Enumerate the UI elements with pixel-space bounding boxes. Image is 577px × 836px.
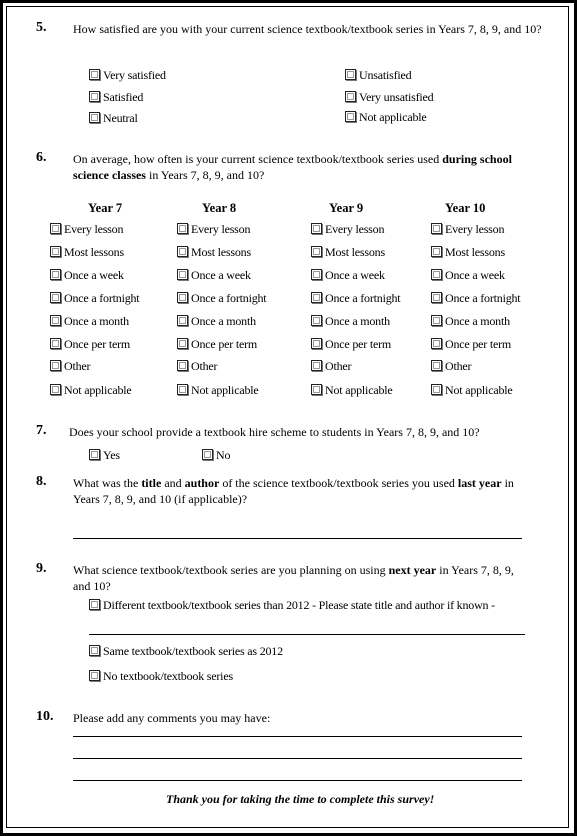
checkbox-icon[interactable] xyxy=(431,292,442,303)
q6-option-year7-3[interactable]: Once a week xyxy=(50,268,124,282)
q6-header-year7: Year 7 xyxy=(88,201,123,215)
checkbox-icon[interactable] xyxy=(89,91,100,102)
q6-option-year10-4[interactable]: Once a fortnight xyxy=(431,291,520,305)
q5-option-satisfied[interactable]: Satisfied xyxy=(89,90,143,104)
checkbox-icon[interactable] xyxy=(89,112,100,123)
q8-text: What was the title and author of the science textbook/textbook series you used last year in Years 7, 8, 9, and 10 (if applicable)? xyxy=(73,476,514,506)
q6-option-year8-7[interactable]: Other xyxy=(177,359,217,373)
checkbox-icon[interactable] xyxy=(311,269,322,280)
q6-option-year8-4[interactable]: Once a fortnight xyxy=(177,291,266,305)
q6-option-year10-7[interactable]: Other xyxy=(431,359,471,373)
checkbox-icon[interactable] xyxy=(311,223,322,234)
checkbox-icon[interactable] xyxy=(311,360,322,371)
checkbox-icon[interactable] xyxy=(50,360,61,371)
thank-you-message: Thank you for taking the time to complete this survey! xyxy=(166,792,435,806)
q6-text: On average, how often is your current science textbook/textbook series used during school science classes in Years 7, 8, 9, and 10? xyxy=(73,152,512,182)
q6-header-year8: Year 8 xyxy=(202,201,237,215)
q6-option-year9-3[interactable]: Once a week xyxy=(311,268,385,282)
q6-option-year7-7[interactable]: Other xyxy=(50,359,90,373)
checkbox-icon[interactable] xyxy=(50,269,61,280)
checkbox-icon[interactable] xyxy=(50,384,61,395)
checkbox-icon[interactable] xyxy=(89,670,100,681)
checkbox-icon[interactable] xyxy=(431,360,442,371)
checkbox-icon[interactable] xyxy=(345,91,356,102)
q6-option-year8-1[interactable]: Every lesson xyxy=(177,222,250,236)
q5-number: 5. xyxy=(36,20,47,35)
q5-option-not-applicable[interactable]: Not applicable xyxy=(345,110,427,124)
q9-answer-line[interactable] xyxy=(89,634,525,635)
q6-option-year8-8[interactable]: Not applicable xyxy=(177,383,259,397)
q5-option-neutral[interactable]: Neutral xyxy=(89,111,138,125)
checkbox-icon[interactable] xyxy=(431,338,442,349)
q6-option-year8-5[interactable]: Once a month xyxy=(177,314,256,328)
q9-text: What science textbook/textbook series are you planning on using next year in Years 7, 8, 9, and 10? xyxy=(73,563,514,593)
q6-option-year7-8[interactable]: Not applicable xyxy=(50,383,132,397)
q6-option-year9-7[interactable]: Other xyxy=(311,359,351,373)
q6-option-year10-2[interactable]: Most lessons xyxy=(431,245,505,259)
q5-option-unsatisfied[interactable]: Unsatisfied xyxy=(345,68,411,82)
q8-answer-line[interactable] xyxy=(73,538,522,539)
checkbox-icon[interactable] xyxy=(89,69,100,80)
q9-number: 9. xyxy=(36,561,47,576)
checkbox-icon[interactable] xyxy=(311,292,322,303)
checkbox-icon[interactable] xyxy=(431,315,442,326)
q6-option-year7-1[interactable]: Every lesson xyxy=(50,222,123,236)
q6-option-year10-1[interactable]: Every lesson xyxy=(431,222,504,236)
checkbox-icon[interactable] xyxy=(311,384,322,395)
q6-option-year10-8[interactable]: Not applicable xyxy=(431,383,513,397)
checkbox-icon[interactable] xyxy=(50,246,61,257)
q10-text: Please add any comments you may have: xyxy=(73,711,271,725)
checkbox-icon[interactable] xyxy=(177,246,188,257)
checkbox-icon[interactable] xyxy=(50,338,61,349)
q7-text: Does your school provide a textbook hire scheme to students in Years 7, 8, 9, and 10? xyxy=(69,425,480,439)
checkbox-icon[interactable] xyxy=(345,111,356,122)
checkbox-icon[interactable] xyxy=(202,449,213,460)
q7-option-no[interactable]: No xyxy=(202,448,230,462)
q10-answer-line-2[interactable] xyxy=(73,758,522,759)
q6-option-year9-4[interactable]: Once a fortnight xyxy=(311,291,400,305)
q6-header-year10: Year 10 xyxy=(445,201,486,215)
q6-number: 6. xyxy=(36,150,47,165)
q6-option-year10-6[interactable]: Once per term xyxy=(431,337,511,351)
checkbox-icon[interactable] xyxy=(177,338,188,349)
q8-number: 8. xyxy=(36,474,47,489)
q6-option-year7-4[interactable]: Once a fortnight xyxy=(50,291,139,305)
checkbox-icon[interactable] xyxy=(89,449,100,460)
q9-option-same[interactable]: Same textbook/textbook series as 2012 xyxy=(89,644,283,658)
checkbox-icon[interactable] xyxy=(177,292,188,303)
checkbox-icon[interactable] xyxy=(431,269,442,280)
q6-header-year9: Year 9 xyxy=(329,201,364,215)
q6-option-year7-5[interactable]: Once a month xyxy=(50,314,129,328)
q6-option-year9-6[interactable]: Once per term xyxy=(311,337,391,351)
q10-number: 10. xyxy=(36,709,54,724)
q6-option-year7-6[interactable]: Once per term xyxy=(50,337,130,351)
q7-option-yes[interactable]: Yes xyxy=(89,448,120,462)
q6-option-year8-6[interactable]: Once per term xyxy=(177,337,257,351)
checkbox-icon[interactable] xyxy=(177,384,188,395)
q9-option-different[interactable]: Different textbook/textbook series than 2012 - Please state title and author if known - xyxy=(89,598,495,612)
q5-text: How satisfied are you with your current science textbook/textbook series in Years 7, 8, 9, and 10? xyxy=(73,22,542,36)
checkbox-icon[interactable] xyxy=(177,223,188,234)
checkbox-icon[interactable] xyxy=(311,338,322,349)
q6-option-year10-3[interactable]: Once a week xyxy=(431,268,505,282)
page-inner-border xyxy=(6,6,569,828)
q5-option-very-unsatisfied[interactable]: Very unsatisfied xyxy=(345,90,433,104)
q6-option-year9-1[interactable]: Every lesson xyxy=(311,222,384,236)
q7-number: 7. xyxy=(36,423,47,438)
checkbox-icon[interactable] xyxy=(89,599,100,610)
q6-option-year9-2[interactable]: Most lessons xyxy=(311,245,385,259)
q6-option-year8-2[interactable]: Most lessons xyxy=(177,245,251,259)
checkbox-icon[interactable] xyxy=(311,246,322,257)
checkbox-icon[interactable] xyxy=(177,360,188,371)
q6-option-year9-5[interactable]: Once a month xyxy=(311,314,390,328)
q5-option-very-satisfied[interactable]: Very satisfied xyxy=(89,68,166,82)
checkbox-icon[interactable] xyxy=(177,315,188,326)
checkbox-icon[interactable] xyxy=(89,645,100,656)
checkbox-icon[interactable] xyxy=(177,269,188,280)
q6-option-year9-8[interactable]: Not applicable xyxy=(311,383,393,397)
checkbox-icon[interactable] xyxy=(431,223,442,234)
q6-option-year10-5[interactable]: Once a month xyxy=(431,314,510,328)
checkbox-icon[interactable] xyxy=(50,315,61,326)
q10-answer-line-3[interactable] xyxy=(73,780,522,781)
checkbox-icon[interactable] xyxy=(345,69,356,80)
checkbox-icon[interactable] xyxy=(50,292,61,303)
checkbox-icon[interactable] xyxy=(311,315,322,326)
q6-option-year8-3[interactable]: Once a week xyxy=(177,268,251,282)
q6-option-year7-2[interactable]: Most lessons xyxy=(50,245,124,259)
q10-answer-line-1[interactable] xyxy=(73,736,522,737)
checkbox-icon[interactable] xyxy=(50,223,61,234)
checkbox-icon[interactable] xyxy=(431,246,442,257)
q9-option-none[interactable]: No textbook/textbook series xyxy=(89,669,233,683)
checkbox-icon[interactable] xyxy=(431,384,442,395)
